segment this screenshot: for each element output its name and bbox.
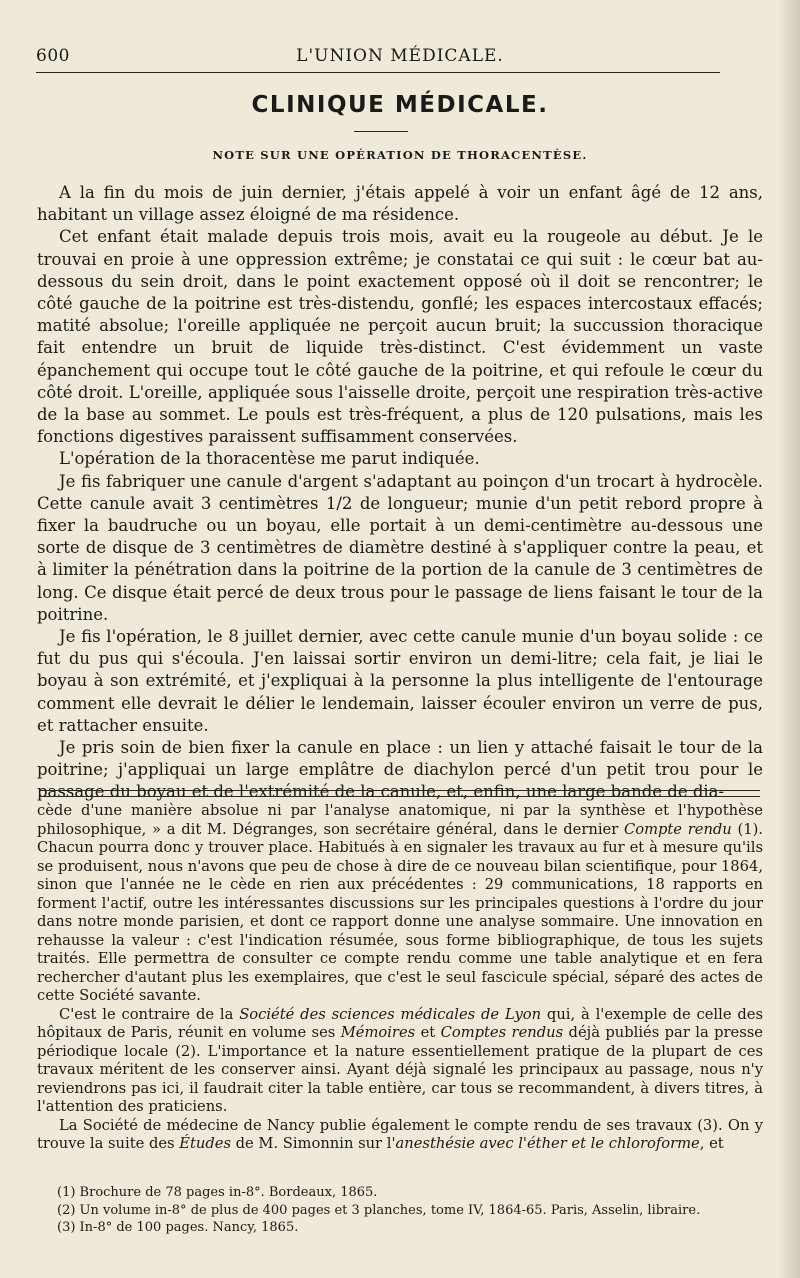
review-text: de M. Simonnin sur l': [230, 1135, 396, 1152]
review-text: cède d'une manière absolue ni par l'analyse anatomique, ni par la synthèse et l'hypothèse philosophique, » a dit M. Dégranges, son secrétaire général, dans le dernier: [37, 802, 763, 838]
review-italic: Mémoires: [340, 1024, 416, 1041]
journal-title: L'UNION MÉDICALE.: [296, 46, 504, 66]
section-title: CLINIQUE MÉDICALE.: [251, 92, 549, 118]
page-number: 600: [36, 46, 70, 66]
review-column: [37, 802, 763, 1154]
footnotes: [57, 1184, 757, 1237]
review-italic: Compte rendu: [623, 820, 732, 838]
article-paragraph: Je fis fabriquer une canule d'argent s'adaptant au poinçon d'un trocart à hydrocèle. Cette canule avait 3 centimètres 1/2 de longueur; munie d'un petit rebord propre à fixer la baudruche ou un boyau, elle portait à un demi-centimètre au-dessous une sorte de disque de 3 centimètres de diamètre destiné à s'appliquer contre la peau, et à limiter la pénétration dans la poitrine de la portion de la canule de 3 centimètres de long. Ce disque était percé de deux trous pour le passage de liens faisant le tour de la poitrine.: [37, 471, 763, 624]
review-text: La Société de médecine de Nancy publie également le compte rendu de ses travaux (3). On y trouve la suite des: [37, 1116, 763, 1152]
review-text: qui, à l'exemple de celle des hôpitaux de Paris, réunit en volume ses: [37, 1005, 763, 1041]
page-edge-shadow: [778, 0, 800, 1278]
footnote: (3) In-8° de 100 pages. Nancy, 1865.: [57, 1220, 299, 1235]
title-rule: [354, 131, 408, 132]
review-paragraph: [37, 802, 763, 1006]
article-body: [37, 182, 763, 804]
review-text: (1). Chacun pourra donc y trouver place. Habitués à en signaler les travaux au fur et à mesure qu'ils se produisent, nous n'avons que peu de chose à dire de ce nouveau bilan scientifique, pour 1864, sinon que l'année ne le cède en rien aux précédentes : 29 communications, 18 rapports en forment l'actif, outre les intéressantes discussions sur les principales questions à l'ordre du jour dans notre monde parisien, et dont ce rapport donne une analyse sommaire. Une innovation en rehausse la valeur : c'est l'indication résumée, sous forme bibliographique, de tous les sujets traités. Elle permettra de consulter ce compte rendu comme une table analytique et en fera rechercher d'autant plus les exemplaires, que c'est le seul fascicule spécial, séparé des actes de cette Société savante.: [37, 820, 763, 1004]
review-text: déjà publiés par la presse périodique locale (2). L'importance et la nature essentiellement pratique de la plupart de ces travaux méritent de les conserver ainsi. Ayant déjà signalé les principaux au passage, nous n'y reviendrons pas ici, il faudrait citer la table entière, car tous se recommandent, à divers titres, à l'attention des praticiens.: [37, 1024, 763, 1115]
review-italic: Études: [179, 1135, 231, 1152]
footnote: (1) Brochure de 78 pages in-8°. Bordeaux, 1865.: [57, 1185, 378, 1200]
review-italic: Société des sciences médicales de Lyon: [239, 1005, 542, 1023]
review-paragraph: [37, 1006, 763, 1117]
review-text: C'est le contraire de la: [59, 1005, 240, 1023]
running-head: [36, 42, 764, 72]
header-rule: [36, 72, 720, 73]
review-text: et: [415, 1024, 441, 1041]
footnote: (2) Un volume in-8° de plus de 400 pages et 3 planches, tome IV, 1864-65. Paris, Asselin, libraire.: [57, 1202, 701, 1218]
article-paragraph: L'opération de la thoracentèse me parut indiquée.: [59, 449, 480, 469]
article-paragraph: A la fin du mois de juin dernier, j'étais appelé à voir un enfant âgé de 12 ans, habitant un village assez éloigné de ma résidence.: [37, 183, 763, 225]
review-italic: Comptes rendus: [440, 1024, 564, 1041]
article-paragraph: Je fis l'opération, le 8 juillet dernier, avec cette canule munie d'un boyau solide : ce fut du pus qui s'écoula. J'en laissai sortir environ un demi-litre; cela fait, je liai le boyau à son extrémité, et j'expliquai à la personne la plus intelligente de l'entourage comment elle devrait le délier le lendemain, laisser écouler environ un verre de pus, et rattacher ensuite.: [37, 627, 763, 735]
review-italic: anesthésie avec l'éther et le chloroforme: [395, 1135, 700, 1152]
review-text: , et: [699, 1135, 724, 1152]
article-paragraph: Je pris soin de bien fixer la canule en place : un lien y attaché faisait le tour de la poitrine; j'appliquai un large emplâtre de diachylon percé d'un petit trou pour le passage du boyau et de l'extrémité de la canule, et, enfin, une large bande de dia-: [37, 738, 763, 802]
section-divider: [40, 790, 760, 797]
article-title: NOTE SUR UNE OPÉRATION DE THORACENTÈSE.: [212, 148, 588, 162]
article-paragraph: Cet enfant était malade depuis trois mois, avait eu la rougeole au début. Je le trouvai en proie à une oppression extrême; je constatai ce qui suit : le cœur bat au-dessous du sein droit, dans le point exactement opposé où il doit se rencontrer; le côté gauche de la poitrine est très-distendu, gonflé; les espaces intercostaux effacés; matité absolue; l'oreille appliquée ne perçoit aucun bruit; la succussion thoracique fait entendre un bruit de liquide très-distinct. C'est évidemment un vaste épanchement qui occupe tout le côté gauche de la poitrine, et qui refoule le cœur du côté droit. L'oreille, appliquée sous l'aisselle droite, perçoit une respiration très-active de la base au sommet. Le pouls est très-fréquent, a plus de 120 pulsations, mais les fonctions digestives paraissent suffisamment conservées.: [37, 227, 763, 447]
review-paragraph: [37, 1117, 763, 1154]
